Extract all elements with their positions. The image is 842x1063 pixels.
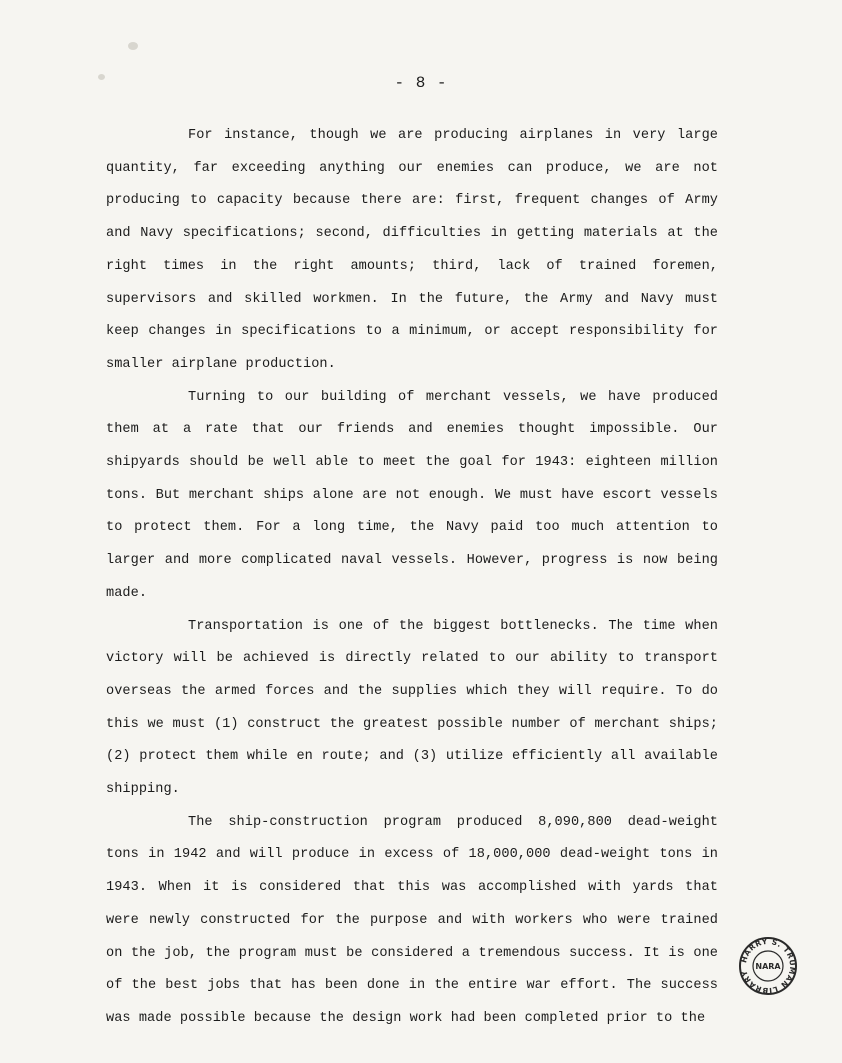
paragraph-ship-construction: The ship-construction program produced 8,090,800 dead-weight tons in 1942 and will produce in excess of 18,000,000 dead-weight tons in 1943. When it is considered that this was accomplished with yards that were newly constructed for the purpose and with workers who were trained on the job, the program must be considered a tremendous success. It is one of the best jobs that has been done in the entire war effort. The success was made possible because the design work had been completed prior to the bbox=[106, 814, 718, 1026]
stamp-outer-text: HARRY S. TRUMAN LIBRARY bbox=[739, 936, 798, 996]
paragraph-transportation: Transportation is one of the biggest bottlenecks. The time when victory will be achieved is directly related to our ability to transport overseas the armed forces and the supplies which they will require. To do this we must (1) construct the greatest possible number of merchant ships; (2) protect them while en route; and (3) utilize efficiently all available shipping. bbox=[106, 618, 718, 798]
stamp-inner-text: NARA bbox=[755, 962, 781, 971]
library-stamp-icon bbox=[738, 936, 798, 996]
paper-smudge bbox=[128, 42, 138, 50]
body-text bbox=[106, 120, 718, 1036]
page-number: - 8 - bbox=[394, 74, 448, 92]
paragraph-airplanes: For instance, though we are producing airplanes in very large quantity, far exceeding anything our enemies can produce, we are not producing to capacity because there are: first, frequent changes of Army and Navy specifications; second, difficulties in getting materials at the right times in the right amounts; third, lack of trained foremen, supervisors and skilled workmen. In the future, the Army and Navy must keep changes in specifications to a minimum, or accept responsibility for smaller airplane production. bbox=[106, 128, 718, 372]
paragraph-merchant-vessels: Turning to our building of merchant vessels, we have produced them at a rate that our friends and enemies thought impossible. Our shipyards should be well able to meet the goal for 1943: eighteen million tons. But merchant ships alone are not enough. We must have escort vessels to protect them. For a long time, the Navy paid too much attention to larger and more complicated naval vessels. However, progress is now being made. bbox=[106, 389, 718, 601]
